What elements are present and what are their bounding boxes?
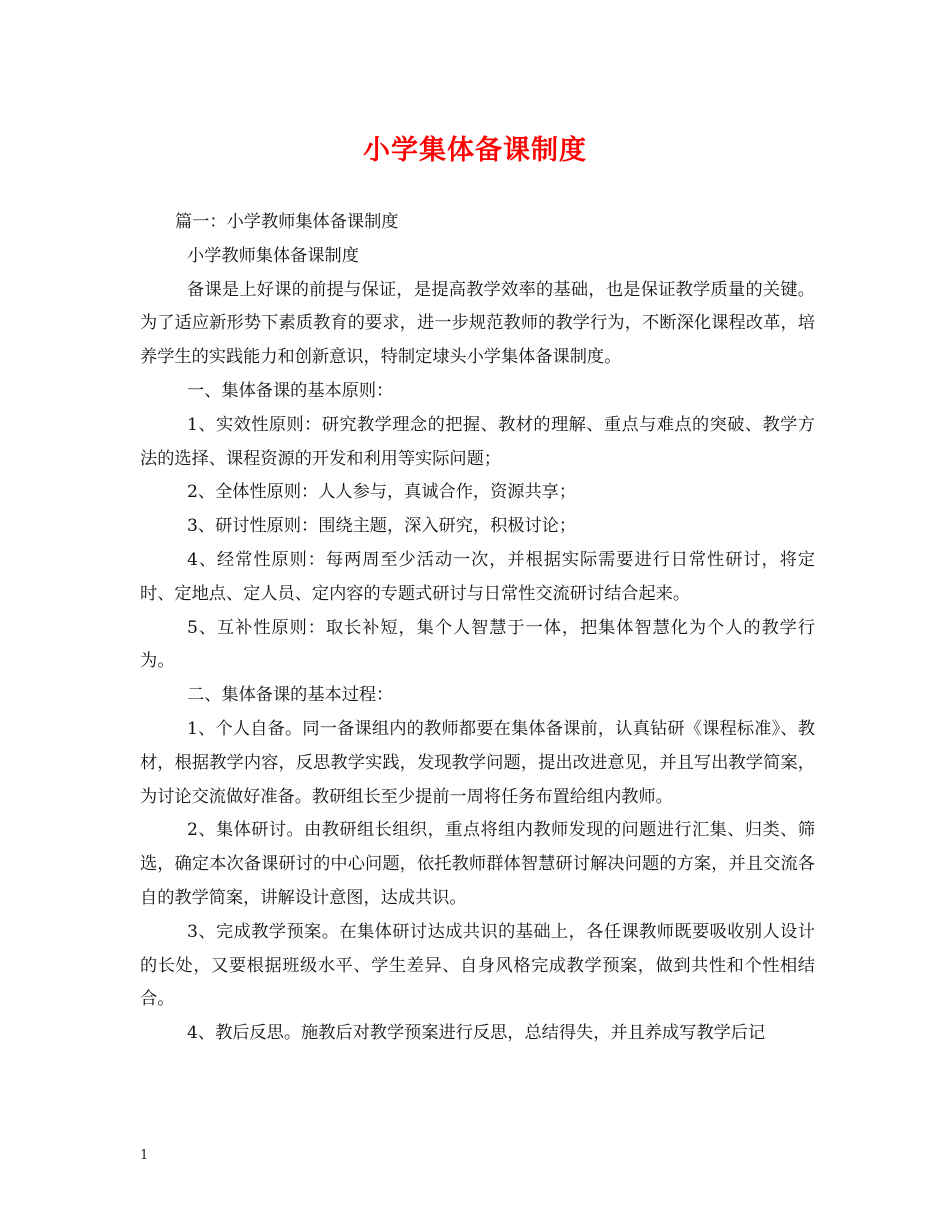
paragraph: 1、实效性原则：研究教学理念的把握、教材的理解、重点与难点的突破、教学方法的选择、课程资源的开发和利用等实际问题； — [140, 414, 815, 469]
subtitle: 小学教师集体备课制度 — [187, 245, 359, 266]
paragraph: 2、全体性原则：人人参与，真诚合作，资源共享； — [187, 482, 577, 503]
section-heading: 二、集体备课的基本过程： — [187, 685, 394, 706]
section-heading: 篇一：小学教师集体备课制度 — [175, 212, 399, 232]
page-number: 1 — [140, 1148, 149, 1163]
section-heading: 一、集体备课的基本原则： — [187, 380, 394, 401]
paragraph: 4、经常性原则：每两周至少活动一次，并根据实际需要进行日常性研讨，将定时、定地点、定人员、定内容的专题式研讨与日常性交流研讨结合起来。 — [140, 549, 815, 604]
paragraph: 3、完成教学预案。在集体研讨达成共识的基础上，各任课教师既要吸收别人设计的长处，又要根据班级水平、学生差异、自身风格完成教学预案，做到共性和个性相结合。 — [140, 921, 815, 1010]
paragraph: 备课是上好课的前提与保证，是提高教学效率的基础，也是保证教学质量的关键。为了适应新形势下素质教育的要求，进一步规范教师的教学行为，不断深化课程改革，培养学生的实践能力和创新意识，特制定埭头小学集体备课制度。 — [140, 279, 815, 368]
paragraph: 3、研讨性原则：围绕主题，深入研究，积极讨论； — [187, 516, 577, 537]
paragraph: 1、个人自备。同一备课组内的教师都要在集体备课前，认真钻研《课程标准》、教材，根据教学内容，反思教学实践，发现教学问题，提出改进意见，并且写出教学简案，为讨论交流做好准备。教研组长至少提前一周将任务布置给组内教师。 — [140, 718, 815, 807]
paragraph: 2、集体研讨。由教研组长组织，重点将组内教师发现的问题进行汇集、归类、筛选，确定本次备课研讨的中心问题，依托教师群体智慧研讨解决问题的方案，并且交流各自的教学简案，讲解设计意图，达成共识。 — [140, 820, 815, 908]
document-body — [140, 206, 815, 1051]
paragraph: 4、教后反思。施教后对教学预案进行反思，总结得失，并且养成写教学后记 — [187, 1023, 766, 1044]
paragraph: 5、互补性原则：取长补短，集个人智慧于一体，把集体智慧化为个人的教学行为。 — [140, 617, 815, 672]
document-title: 小学集体备课制度 — [363, 135, 587, 166]
